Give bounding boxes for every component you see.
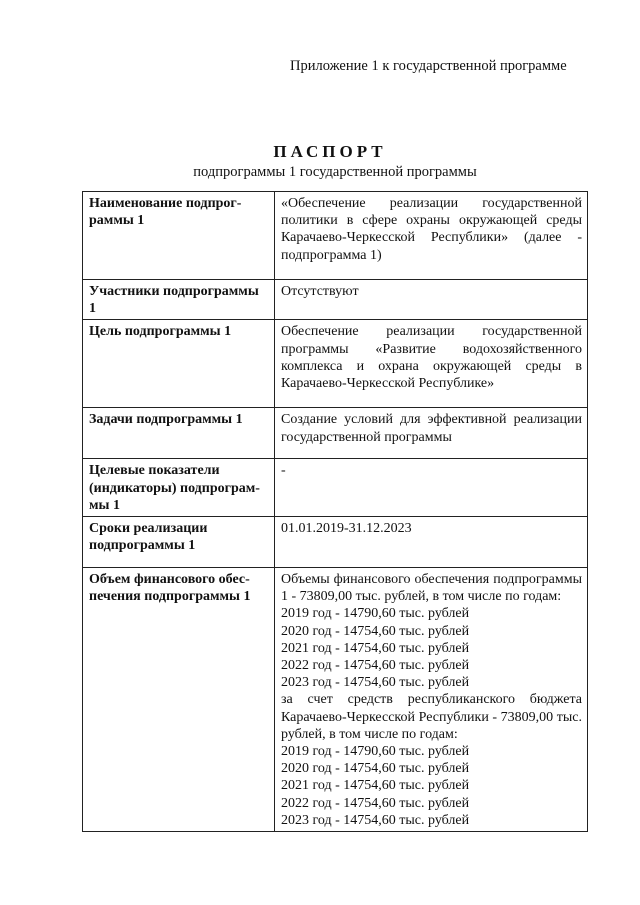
funding-year-line: 2020 год - 14754,60 тыс. рублей [281,623,470,639]
table-row [83,568,588,832]
row-value-indicators: - [275,459,588,517]
table-row [83,320,588,408]
row-label-goal: Цель подпрограммы 1 [83,320,275,408]
funding-intro: Объемы финансового обеспечения подпрограммы 1 - 73809,00 тыс. рублей, в том числе по годам: [281,572,582,605]
row-value-tasks: Создание условий для эффективной реализации государственной программы [275,408,588,459]
row-value-goal: Обеспечение реализации государственной программы «Развитие водохозяйственного комплекса и охрана окружающей среды в Карачаево-Черкесской Республике» [275,320,588,408]
budget-year-line: 2020 год - 14754,60 тыс. рублей [281,761,470,777]
document-subtitle: подпрограммы 1 государственной программы [193,164,477,180]
document-title: ПАСПОРТ [273,142,387,161]
row-label-indicators: Целевые показатели (индикаторы) подпрограм-мы 1 [83,459,275,517]
funding-year-line: 2019 год - 14790,60 тыс. рублей [281,606,470,622]
passport-table [82,191,588,832]
table-row [83,459,588,517]
budget-year-line: 2023 год - 14754,60 тыс. рублей [281,812,470,828]
table-row [83,192,588,280]
table-row [83,517,588,568]
row-label-participants: Участники подпрограммы 1 [83,280,275,320]
row-label-terms: Сроки реализации подпрограммы 1 [83,517,275,568]
budget-year-line: 2022 год - 14754,60 тыс. рублей [281,795,470,811]
budget-intro: за счет средств республиканского бюджета Карачаево-Черкесской Республики - 73809,00 тыс. рублей, в том числе по годам: [281,692,582,742]
row-label-tasks: Задачи подпрограммы 1 [83,408,275,459]
budget-year-line: 2021 год - 14754,60 тыс. рублей [281,778,470,794]
row-value-participants: Отсутствуют [275,280,588,320]
table-row [83,280,588,320]
table-row [83,408,588,459]
budget-year-line: 2019 год - 14790,60 тыс. рублей [281,744,470,760]
row-value-terms: 01.01.2019-31.12.2023 [275,517,588,568]
row-label-funding: Объем финансового обес-печения подпрограммы 1 [83,568,275,832]
row-value-funding [275,568,588,832]
funding-year-line: 2021 год - 14754,60 тыс. рублей [281,640,470,656]
funding-year-line: 2022 год - 14754,60 тыс. рублей [281,658,470,674]
row-value-name: «Обеспечение реализации государственной политики в сфере охраны окружающей среды Карачаево-Черкесской Республики» (далее - подпрограмма 1) [275,192,588,280]
funding-year-line: 2023 год - 14754,60 тыс. рублей [281,675,470,691]
row-label-name: Наименование подпрог-раммы 1 [83,192,275,280]
appendix-note: Приложение 1 к государственной программе [290,58,567,74]
